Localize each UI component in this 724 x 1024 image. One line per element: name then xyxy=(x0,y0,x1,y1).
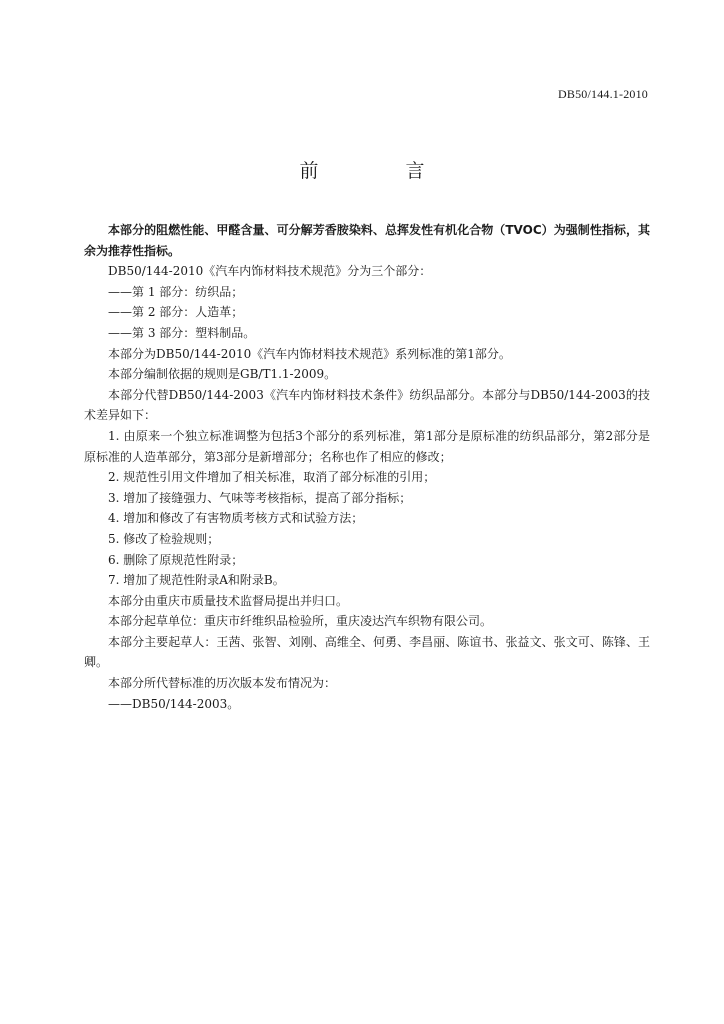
list-item-part-3: ——第 3 部分：塑料制品。 xyxy=(108,325,256,340)
paragraph-this-part: 本部分为DB50/144-2010《汽车内饰材料技术规范》系列标准的第1部分。 xyxy=(108,346,511,361)
foreword-body xyxy=(84,220,650,714)
list-item-change-4: 4. 增加和修改了有害物质考核方式和试验方法； xyxy=(108,511,364,526)
list-item-change-3: 3. 增加了接缝强力、气味等考核指标，提高了部分指标； xyxy=(108,490,412,505)
list-item-change-6: 6. 删除了原规范性附录； xyxy=(108,552,244,567)
page-title: 前 言 xyxy=(299,160,459,182)
paragraph-history-intro: 本部分所代替标准的历次版本发布情况为： xyxy=(108,676,337,691)
paragraph-proposed-by: 本部分由重庆市质量技术监督局提出并归口。 xyxy=(108,593,349,608)
list-item-change-1: 1. 由原来一个独立标准调整为包括3个部分的系列标准，第1部分是原标准的纺织品部分，第2部分是原标准的人造革部分，第3部分是新增部分；名称也作了相应的修改； xyxy=(84,428,650,464)
list-item-history-version: ——DB50/144-2003。 xyxy=(108,696,240,711)
paragraph-drafters: 本部分主要起草人：王茜、张智、刘刚、高维全、何勇、李昌丽、陈谊书、张益文、张文可、陈锋、王卿。 xyxy=(84,634,650,670)
list-item-part-2: ——第 2 部分：人造革； xyxy=(108,305,244,320)
list-item-change-5: 5. 修改了检验规则； xyxy=(108,531,220,546)
paragraph-drafting-rules: 本部分编制依据的规则是GB/T1.1-2009。 xyxy=(108,367,337,382)
paragraph-parts-intro: DB50/144-2010《汽车内饰材料技术规范》分为三个部分： xyxy=(108,264,432,279)
paragraph-drafting-units: 本部分起草单位：重庆市纤维织品检验所，重庆凌达汽车织物有限公司。 xyxy=(108,614,493,629)
paragraph-mandatory-indicators: 本部分的阻燃性能、甲醛含量、可分解芳香胺染料、总挥发性有机化合物（TVOC）为强制性指标，其余为推荐性指标。 xyxy=(84,223,650,258)
paragraph-replaces: 本部分代替DB50/144-2003《汽车内饰材料技术条件》纺织品部分。本部分与DB50/144-2003的技术差异如下： xyxy=(84,387,650,423)
document-code: DB50/144.1-2010 xyxy=(558,87,648,101)
list-item-change-2: 2. 规范性引用文件增加了相关标准，取消了部分标准的引用； xyxy=(108,470,436,485)
list-item-change-7: 7. 增加了规范性附录A和附录B。 xyxy=(108,573,285,588)
list-item-part-1: ——第 1 部分：纺织品； xyxy=(108,284,244,299)
